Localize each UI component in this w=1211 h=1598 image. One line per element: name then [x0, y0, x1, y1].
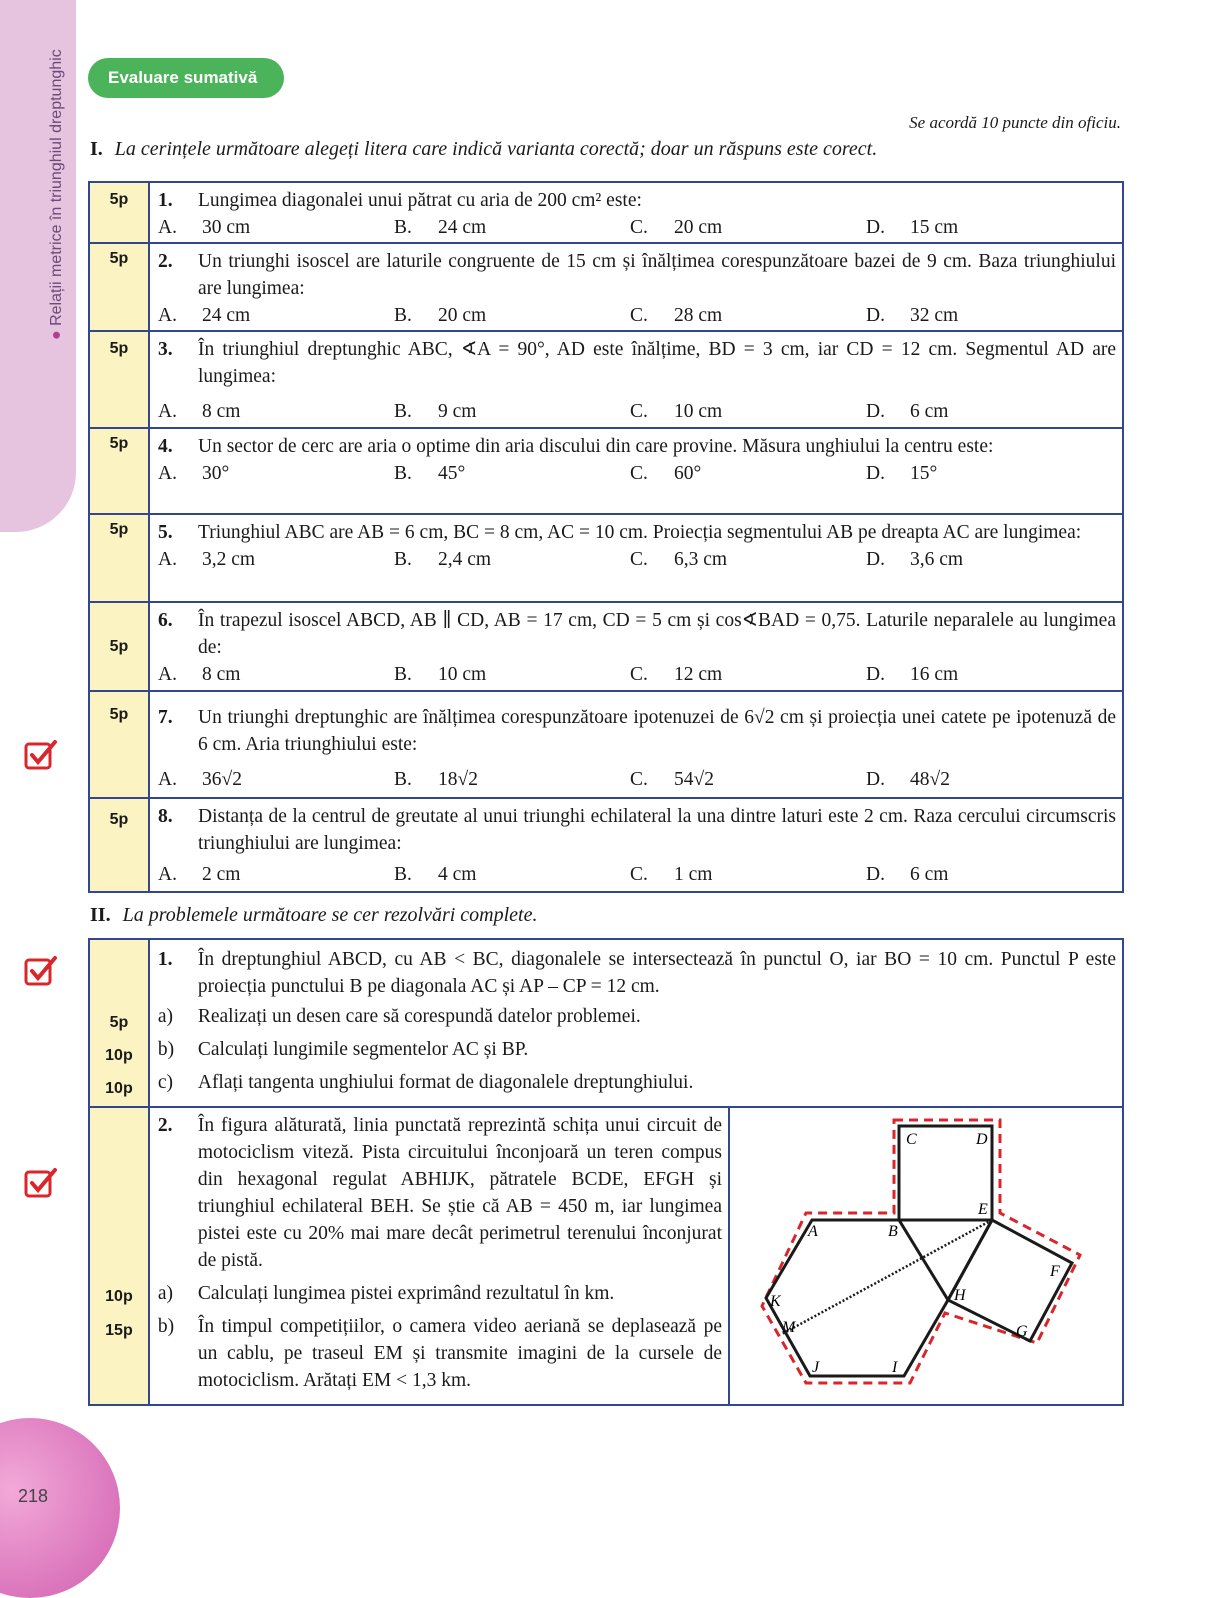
- points-cell: [89, 691, 149, 798]
- question-row: [89, 602, 1123, 691]
- points-label: 5p: [109, 191, 129, 208]
- points-label: 15p: [105, 1322, 133, 1339]
- option-a[interactable]: A. 24 cm: [158, 305, 251, 326]
- circuit-figure: [730, 1108, 1122, 1398]
- question-row: [89, 428, 1123, 514]
- points-label: 5p: [109, 637, 129, 655]
- question-number: 8.: [158, 806, 173, 827]
- question-number: 3.: [158, 339, 173, 360]
- option-a[interactable]: A. 30 cm: [158, 217, 251, 238]
- chapter-title: [48, 49, 66, 340]
- points-cell: [89, 939, 149, 1107]
- question-row: [89, 798, 1123, 892]
- item-label: a): [157, 1006, 174, 1027]
- question-text: În triunghiul dreptunghic ABC, ∢A = 90°, AD este înălțime, BD = 3 cm, iar CD = 12 cm. Segmentul AD are lungimea:: [198, 339, 1116, 387]
- problem-text: În dreptunghiul ABCD, cu AB < BC, diagonalele se intersectează în punctul O, iar BO = 10 cm. Punctul P este proiecția punctului B pe diagonala AC și AP – CP = 12 cm.: [197, 949, 1116, 997]
- option-d[interactable]: D. 16 cm: [866, 664, 959, 685]
- item-label: a): [157, 1283, 174, 1304]
- question-body: [149, 331, 1123, 428]
- answer-options: [158, 214, 1116, 242]
- question-text: Un sector de cerc are aria o optime din aria discului din care provine. Măsura unghiului la centru este:: [198, 436, 994, 457]
- question-body: [149, 514, 1123, 602]
- points-label: 5p: [109, 435, 129, 452]
- hexagon: [766, 1220, 948, 1376]
- points-label: 10p: [105, 1288, 133, 1305]
- option-a[interactable]: A. 36√2: [158, 769, 242, 790]
- problem-row: [89, 939, 1123, 1107]
- label-k: K: [770, 1293, 781, 1310]
- answer-options: [158, 460, 1116, 488]
- label-m: M: [782, 1319, 796, 1336]
- question-text: În trapezul isoscel ABCD, AB ∥ CD, AB = 17 cm, CD = 5 cm și cos∢BAD = 0,75. Laturile neparalele au lungimea de:: [198, 610, 1116, 658]
- points-cell: [89, 798, 149, 892]
- option-a[interactable]: A. 2 cm: [158, 864, 241, 885]
- option-b[interactable]: B. 18√2: [394, 769, 478, 790]
- question-number: 2.: [158, 251, 173, 272]
- question-row: [89, 331, 1123, 428]
- option-c[interactable]: C. 1 cm: [630, 864, 713, 885]
- points-cell: [89, 428, 149, 514]
- option-c[interactable]: C. 54√2: [630, 769, 714, 790]
- points-label: 5p: [109, 706, 129, 723]
- page-number: 218: [18, 1486, 49, 1506]
- section1-heading: [90, 138, 877, 161]
- points-cell: [89, 243, 149, 331]
- option-b[interactable]: B. 24 cm: [394, 217, 487, 238]
- option-b[interactable]: B. 45°: [394, 463, 466, 484]
- answer-options: [158, 861, 1116, 889]
- option-c[interactable]: C. 6,3 cm: [630, 549, 728, 570]
- item-text: Calculați lungimile segmentelor AC și BP.: [197, 1039, 529, 1060]
- question-body: [149, 691, 1123, 798]
- problem-body: [149, 939, 1123, 1107]
- option-b[interactable]: B. 9 cm: [394, 401, 477, 422]
- problem-row: [89, 1107, 1123, 1405]
- answer-options: [158, 546, 1116, 574]
- question-number: 4.: [158, 436, 173, 457]
- question-text: Triunghiul ABC are AB = 6 cm, BC = 8 cm, AC = 10 cm. Proiecția segmentului AB pe dreapta AC are lungimea:: [198, 522, 1082, 543]
- points-label: 5p: [109, 811, 129, 828]
- figure-cell: [729, 1107, 1123, 1405]
- item-label: b): [157, 1316, 175, 1337]
- question-number: 5.: [158, 522, 173, 543]
- option-d[interactable]: D. 48√2: [866, 769, 950, 790]
- label-e: E: [978, 1201, 988, 1218]
- option-b[interactable]: B. 10 cm: [394, 664, 487, 685]
- problem-text: În figura alăturată, linia punctată reprezintă schița unui circuit de motociclism viteză. Pista circuitului înconjoară un teren compus din hexagonal regulat ABHIJK, pătratele BCDE, EFGH și triunghiul echilateral BEH. Se știe că AB = 450 m, iar lungimea pistei este cu 20% mai mare decât perimetrul terenului înconjurat de pistă.: [197, 1115, 722, 1271]
- option-d[interactable]: D. 15°: [866, 463, 938, 484]
- answer-options: [158, 302, 1116, 330]
- option-a[interactable]: A. 8 cm: [158, 401, 241, 422]
- points-label: 5p: [109, 340, 129, 357]
- section2-heading: [90, 904, 538, 927]
- option-b[interactable]: B. 2,4 cm: [394, 549, 492, 570]
- label-f: F: [1050, 1263, 1060, 1280]
- question-text: Distanța de la centrul de greutate al unui triunghi echilateral la una dintre laturi este 2 cm. Raza cercului circumscris triunghiului are lungimea:: [198, 806, 1116, 854]
- option-a[interactable]: A. 3,2 cm: [158, 549, 256, 570]
- points-label: 5p: [109, 250, 129, 267]
- multiple-choice-table: [88, 181, 1124, 893]
- problems-table: [88, 938, 1124, 1406]
- points-cell: [89, 182, 149, 243]
- problem-number: 1.: [157, 949, 173, 970]
- question-row: [89, 691, 1123, 798]
- section2-number: II.: [90, 904, 111, 926]
- question-body: [149, 798, 1123, 892]
- section-badge: Evaluare sumativă: [88, 58, 284, 98]
- option-d[interactable]: D. 15 cm: [866, 217, 959, 238]
- question-row: [89, 182, 1123, 243]
- item-text: Realizați un desen care să corespundă datelor problemei.: [197, 1006, 641, 1027]
- label-h: H: [954, 1287, 966, 1304]
- points-label: 10p: [105, 1080, 133, 1097]
- option-b[interactable]: B. 4 cm: [394, 864, 477, 885]
- label-g: G: [1016, 1323, 1028, 1340]
- option-c[interactable]: C. 12 cm: [630, 664, 723, 685]
- item-text: În timpul competițiilor, o camera video aeriană se deplasează pe un cablu, pe traseul EM și transmite imagini de la cursele de motociclism. Arătați EM < 1,3 km.: [197, 1316, 722, 1391]
- section1-text: La cerințele următoare alegeți litera care indică varianta corectă; doar un răspuns este corect.: [114, 138, 878, 160]
- option-b[interactable]: B. 20 cm: [394, 305, 487, 326]
- bonus-points-note: Se acordă 10 puncte din oficiu.: [909, 113, 1121, 132]
- option-c[interactable]: C. 60°: [630, 463, 702, 484]
- option-d[interactable]: D. 6 cm: [866, 401, 949, 422]
- question-body: [149, 243, 1123, 331]
- points-label: 5p: [109, 1014, 129, 1031]
- item-label: b): [157, 1039, 175, 1060]
- question-number: 6.: [158, 610, 173, 631]
- question-row: [89, 514, 1123, 602]
- question-text: Lungimea diagonalei unui pătrat cu aria de 200 cm² este:: [198, 190, 642, 211]
- question-number: 7.: [158, 707, 173, 728]
- track-outline: [762, 1120, 1080, 1383]
- option-d[interactable]: D. 3,6 cm: [866, 549, 964, 570]
- question-body: [149, 182, 1123, 243]
- question-number: 1.: [158, 190, 173, 211]
- section1-number: I.: [90, 138, 103, 160]
- page-corner-decoration: [0, 1418, 120, 1598]
- option-a[interactable]: A. 30°: [158, 463, 230, 484]
- label-a: A: [808, 1223, 818, 1240]
- points-cell: [89, 602, 149, 691]
- label-j: J: [812, 1359, 820, 1376]
- square-efgh: [948, 1220, 1072, 1341]
- item-text: Calculați lungimea pistei exprimând rezultatul în km.: [197, 1283, 615, 1304]
- points-label: 10p: [105, 1047, 133, 1064]
- label-d: D: [976, 1131, 988, 1148]
- option-c[interactable]: C. 28 cm: [630, 305, 723, 326]
- checkbox-checked-icon: [24, 1168, 58, 1198]
- label-i: I: [892, 1359, 898, 1376]
- points-label: 5p: [109, 521, 129, 538]
- answer-options: [158, 398, 1116, 426]
- chapter-title-text: Relații metrice în triunghiul dreptunghic: [48, 49, 65, 326]
- option-d[interactable]: D. 6 cm: [866, 864, 949, 885]
- answer-options: [158, 766, 1116, 794]
- label-b: B: [888, 1223, 898, 1240]
- section2-text: La problemele următoare se cer rezolvări complete.: [122, 904, 538, 926]
- bullet-icon: ●: [48, 325, 65, 340]
- problem-body: [149, 1107, 729, 1405]
- points-cell: [89, 514, 149, 602]
- option-d[interactable]: D. 32 cm: [866, 305, 959, 326]
- item-label: c): [157, 1072, 174, 1093]
- checkbox-checked-icon: [24, 740, 58, 770]
- label-c: C: [906, 1131, 917, 1148]
- problem-number: 2.: [157, 1115, 173, 1136]
- answer-options: [158, 661, 1116, 689]
- item-text: Aflați tangenta unghiului format de diagonalele dreptunghiului.: [197, 1072, 694, 1093]
- points-cell: [89, 1107, 149, 1405]
- question-body: [149, 602, 1123, 691]
- question-body: [149, 428, 1123, 514]
- question-text: Un triunghi isoscel are laturile congruente de 15 cm și înălțimea corespunzătoare bazei de 9 cm. Baza triunghiului are lungimea:: [198, 251, 1116, 299]
- option-c[interactable]: C. 20 cm: [630, 217, 723, 238]
- question-text: Un triunghi dreptunghic are înălțimea corespunzătoare ipotenuzei de 6√2 cm și proiecția unei catete pe ipotenuză de 6 cm. Aria triunghiului este:: [198, 707, 1116, 755]
- question-row: [89, 243, 1123, 331]
- option-a[interactable]: A. 8 cm: [158, 664, 241, 685]
- option-c[interactable]: C. 10 cm: [630, 401, 723, 422]
- points-cell: [89, 331, 149, 428]
- checkbox-checked-icon: [24, 956, 58, 986]
